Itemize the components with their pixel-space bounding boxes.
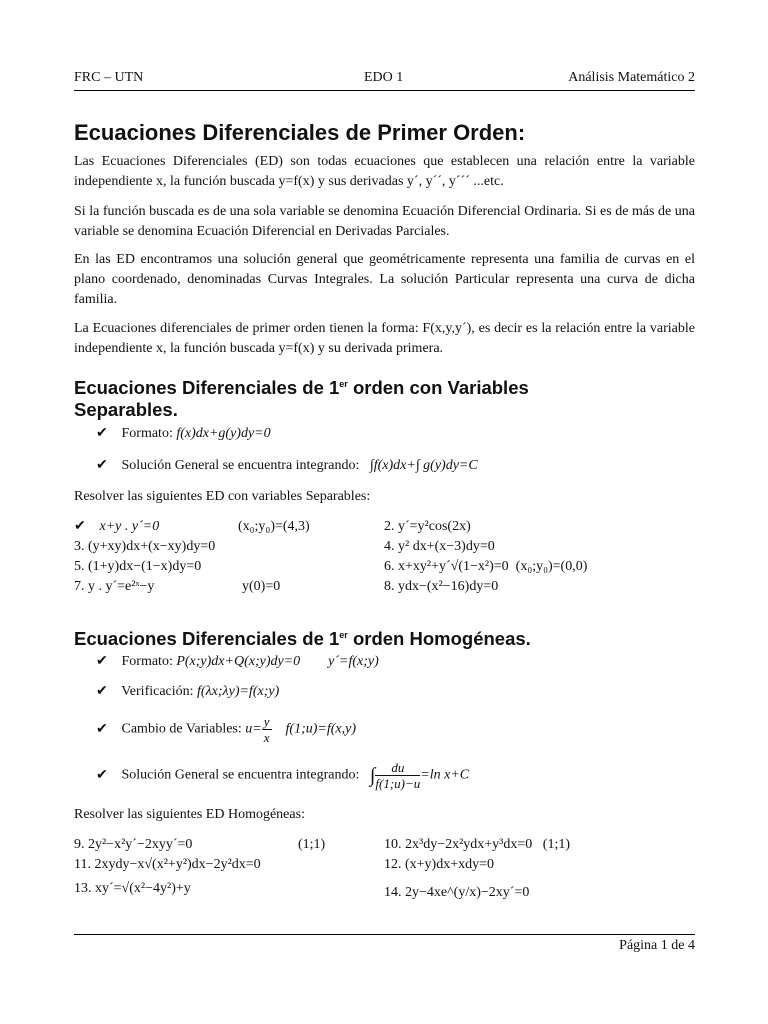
s1-exercise-3: 3. (y+xy)dx+(x−xy)dy=0 bbox=[74, 539, 216, 554]
s2-exercise-12: 12. (x+y)dx+xdy=0 bbox=[384, 857, 495, 872]
s1-exercise-1-cond: (x₀;y₀)=(4,3) bbox=[238, 519, 310, 534]
check-icon: ✔ bbox=[96, 426, 108, 441]
check-icon: ✔ bbox=[96, 458, 108, 473]
paragraph-4: La Ecuaciones diferenciales de primer orden tienen la forma: F(x,y,y´), es decir es la relación entre la variable independiente x, la función buscada y=f(x) y su derivada primera. bbox=[74, 321, 695, 356]
s1-exercise-5: 5. (1+y)dx−(1−x)dy=0 bbox=[74, 559, 202, 574]
s2-verificacion: ✔ Verificación: f(λx;λy)=f(x;y) bbox=[96, 684, 280, 699]
s1-exercise-8: 8. ydx−(x²−16)dy=0 bbox=[384, 579, 499, 594]
check-icon: ✔ bbox=[96, 767, 108, 783]
header-right: Análisis Matemático 2 bbox=[568, 70, 695, 85]
s1-exercise-7: 7. y . y´=e²ˣ−y bbox=[74, 579, 155, 594]
s2-exercise-9-cond: (1;1) bbox=[298, 837, 326, 852]
s2-exercise-11: 11. 2xydy−x√(x²+y²)dx−2y²dx=0 bbox=[74, 857, 261, 872]
s2-exercise-14: 14. 2y−4xe^(y/x)−2xy´=0 bbox=[384, 885, 530, 900]
s2-cambio: ✔ Cambio de Variables: u= $\frac{y}{x}$ f(1;u)=f(x,y) bbox=[96, 714, 356, 745]
check-icon: ✔ bbox=[96, 684, 108, 699]
s2-exercise-13: 13. xy´=√(x²−4y²)+y bbox=[74, 881, 191, 896]
cambio-fraction: $\frac{y}{x}$ bbox=[263, 714, 270, 745]
s1-exercise-1: ✔ x+y . y´=0 bbox=[74, 519, 160, 534]
s1-exercise-2: 2. y´=y²cos(2x) bbox=[384, 519, 471, 534]
paragraph-3: En las ED encontramos una solución general que geométricamente representa una familia de curvas en el plano coordenado, denominadas Curvas Integrales. La solución Particular representa una curva de dicha familia. bbox=[74, 252, 695, 307]
formato-equation: P(x;y)dx+Q(x;y)dy=0 bbox=[176, 654, 301, 669]
s2-exercise-10: 10. 2x³dy−2x²ydx+y³dx=0 (1;1) bbox=[384, 837, 570, 852]
formato-equation-2: y´=f(x;y) bbox=[328, 654, 379, 669]
check-icon: ✔ bbox=[74, 519, 86, 534]
page-title: Ecuaciones Diferenciales de Primer Orden: bbox=[74, 120, 526, 145]
s2-formato: ✔ Formato: P(x;y)dx+Q(x;y)dy=0 y´=f(x;y) bbox=[96, 654, 379, 669]
page-header bbox=[74, 70, 695, 91]
paragraph-1: Las Ecuaciones Diferenciales (ED) son todas ecuaciones que establecen una relación entre la variable independiente x, la función buscada y=f(x) y sus derivadas y´, y´´, y´´´ ...etc. bbox=[74, 154, 695, 189]
check-icon: ✔ bbox=[96, 721, 108, 737]
formato-equation: f(x)dx+g(y)dy=0 bbox=[176, 426, 271, 441]
section-1-title: Ecuaciones Diferenciales de 1er orden con Variables Separables. bbox=[74, 377, 529, 421]
footer-divider bbox=[74, 934, 695, 935]
section-2-title: Ecuaciones Diferenciales de 1er orden Homogéneas. bbox=[74, 628, 531, 650]
verificacion-equation: f(λx;λy)=f(x;y) bbox=[197, 684, 280, 699]
header-left: FRC – UTN bbox=[74, 70, 144, 85]
s2-solucion: ✔ Solución General se encuentra integrando: ∫ $\frac{du}{f(1;u)-u}$ =ln x+C bbox=[96, 760, 470, 791]
header-center: EDO 1 bbox=[364, 70, 404, 85]
check-icon: ✔ bbox=[96, 654, 108, 669]
solucion-equation: ∫f(x)dx+∫ g(y)dy=C bbox=[369, 458, 478, 473]
s1-exercise-4: 4. y² dx+(x−3)dy=0 bbox=[384, 539, 495, 554]
s2-exercise-9: 9. 2y²−x²y´−2xyy´=0 bbox=[74, 837, 193, 852]
s1-solucion: ✔ Solución General se encuentra integrando: ∫f(x)dx+∫ g(y)dy=C bbox=[96, 458, 478, 473]
solucion-fraction: $\frac{du}{f(1;u)-u}$ bbox=[375, 760, 421, 791]
page-number: Página 1 de 4 bbox=[619, 938, 695, 953]
s1-resolver: Resolver las siguientes ED con variables Separables: bbox=[74, 489, 371, 504]
integral-sign-icon: ∫ bbox=[369, 764, 376, 787]
s1-formato: ✔ Formato: f(x)dx+g(y)dy=0 bbox=[96, 426, 271, 441]
s1-exercise-6: 6. x+xy²+y´√(1−x²)=0 (x₀;y₀)=(0,0) bbox=[384, 559, 588, 574]
document-page bbox=[74, 0, 695, 1024]
s2-resolver: Resolver las siguientes ED Homogéneas: bbox=[74, 807, 305, 822]
s1-exercise-7-cond: y(0)=0 bbox=[242, 579, 281, 594]
paragraph-2: Si la función buscada es de una sola variable se denomina Ecuación Diferencial Ordinaria. Si es de más de una variable se denomina Ecuación Diferencial en Derivadas Parciales. bbox=[74, 204, 695, 239]
